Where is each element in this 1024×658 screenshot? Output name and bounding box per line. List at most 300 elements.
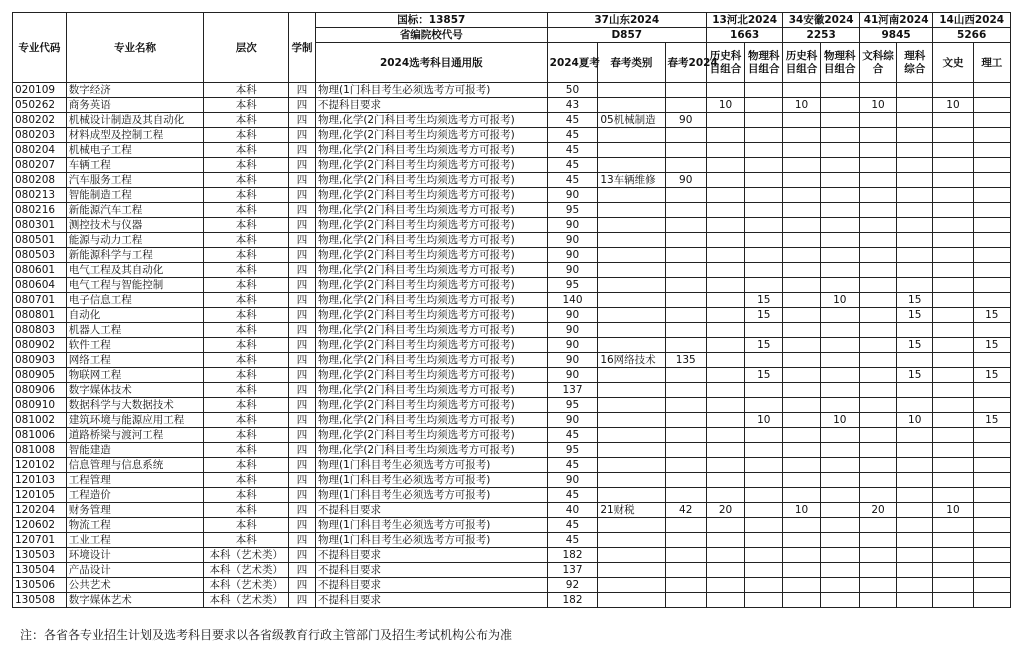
major-name-cell: 物流工程 (66, 518, 204, 533)
shandong-summer-cell: 45 (547, 518, 598, 533)
shandong-spring-cell (665, 233, 706, 248)
hebei-physics-cell (745, 173, 783, 188)
years-cell: 四 (289, 503, 316, 518)
major-code-cell: 050262 (13, 98, 67, 113)
shandong-summer-cell: 45 (547, 533, 598, 548)
shanxi-liberal-cell (933, 353, 973, 368)
henan-science-cell (897, 113, 933, 128)
shandong-spring-type-cell (598, 563, 665, 578)
major-code-cell: 080905 (13, 368, 67, 383)
subject-requirement-cell: 物理,化学(2门科目考生均须选考方可报考) (315, 368, 547, 383)
hebei-header: 13河北2024 (706, 13, 783, 28)
shandong-summer-cell: 90 (547, 338, 598, 353)
major-code-cell: 020109 (13, 83, 67, 98)
subject-requirement-cell: 物理,化学(2门科目考生均须选考方可报考) (315, 248, 547, 263)
shandong-spring-cell (665, 383, 706, 398)
henan-code: 9845 (859, 28, 932, 43)
shanxi-liberal-cell (933, 308, 973, 323)
anhui-history-cell (783, 578, 820, 593)
major-name-cell: 能源与动力工程 (66, 233, 204, 248)
hebei-history-cell (706, 323, 744, 338)
shanxi-science-cell (973, 278, 1010, 293)
major-name-cell: 工程造价 (66, 488, 204, 503)
hebei-history-cell (706, 353, 744, 368)
major-code-cell: 120204 (13, 503, 67, 518)
subject-requirement-cell: 物理,化学(2门科目考生均须选考方可报考) (315, 323, 547, 338)
henan-liberal-cell (859, 143, 896, 158)
major-name-cell: 测控技术与仪器 (66, 218, 204, 233)
subject-requirement-cell: 物理,化学(2门科目考生均须选考方可报考) (315, 173, 547, 188)
shandong-summer-cell: 90 (547, 413, 598, 428)
subject-requirement-cell: 物理(1门科目考生必须选考方可报考) (315, 533, 547, 548)
shandong-spring-type-cell: 05机械制造 (598, 113, 665, 128)
hebei-physics-cell (745, 323, 783, 338)
years-cell: 四 (289, 158, 316, 173)
major-code-cell: 081008 (13, 443, 67, 458)
henan-liberal-cell (859, 353, 896, 368)
henan-science-cell (897, 578, 933, 593)
hebei-history-cell (706, 293, 744, 308)
major-name-cell: 道路桥梁与渡河工程 (66, 428, 204, 443)
shandong-spring-cell (665, 83, 706, 98)
henan-science-cell (897, 263, 933, 278)
level-cell: 本科（艺术类） (204, 578, 289, 593)
shandong-spring-type-cell (598, 443, 665, 458)
shandong-summer-cell: 45 (547, 488, 598, 503)
henan-liberal-cell (859, 518, 896, 533)
major-code-cell: 130504 (13, 563, 67, 578)
subject-requirement-cell: 物理,化学(2门科目考生均须选考方可报考) (315, 293, 547, 308)
shandong-spring-type-cell (598, 278, 665, 293)
shandong-spring-type-cell (598, 458, 665, 473)
hebei-physics-cell (745, 113, 783, 128)
henan-liberal-cell (859, 593, 896, 608)
table-row (13, 248, 1011, 263)
henan-liberal-cell (859, 188, 896, 203)
shandong-spring-type-cell (598, 398, 665, 413)
level-cell: 本科（艺术类） (204, 548, 289, 563)
major-code-cell: 080207 (13, 158, 67, 173)
henan-liberal-cell (859, 428, 896, 443)
shandong-spring-type-cell (598, 83, 665, 98)
shandong-spring-type-cell (598, 518, 665, 533)
shandong-spring-cell (665, 488, 706, 503)
shanxi-science-cell (973, 503, 1010, 518)
shandong-code: D857 (547, 28, 706, 43)
major-code-cell: 120105 (13, 488, 67, 503)
shanxi-science-cell (973, 518, 1010, 533)
shandong-spring-cell (665, 473, 706, 488)
shandong-summer-cell: 45 (547, 173, 598, 188)
major-name-cell: 智能建造 (66, 443, 204, 458)
subject-requirement-cell: 物理,化学(2门科目考生均须选考方可报考) (315, 428, 547, 443)
shanxi-science-cell: 15 (973, 338, 1010, 353)
major-code-cell: 080906 (13, 383, 67, 398)
henan-science-cell (897, 203, 933, 218)
major-code-cell: 080902 (13, 338, 67, 353)
anhui-history-cell (783, 383, 820, 398)
henan-science-cell (897, 278, 933, 293)
table-row (13, 128, 1011, 143)
anhui-history-cell (783, 473, 820, 488)
subject-requirement-cell: 物理,化学(2门科目考生均须选考方可报考) (315, 443, 547, 458)
henan-liberal-cell (859, 323, 896, 338)
henan-science-cell (897, 563, 933, 578)
hebei-history-cell (706, 263, 744, 278)
subject-requirement-cell: 不提科目要求 (315, 98, 547, 113)
henan-science-cell (897, 188, 933, 203)
hebei-history-cell (706, 488, 744, 503)
anhui-history-cell (783, 413, 820, 428)
anhui-physics-cell (820, 473, 859, 488)
table-row (13, 263, 1011, 278)
henan-science-cell (897, 473, 933, 488)
shanxi-liberal-cell (933, 458, 973, 473)
years-cell: 四 (289, 428, 316, 443)
years-cell: 四 (289, 203, 316, 218)
shanxi-liberal-cell (933, 368, 973, 383)
shandong-summer-cell: 95 (547, 203, 598, 218)
anhui-history-cell (783, 293, 820, 308)
major-name-cell: 机械电子工程 (66, 143, 204, 158)
shandong-spring-type-cell (598, 593, 665, 608)
table-row (13, 443, 1011, 458)
years-cell: 四 (289, 368, 316, 383)
henan-liberal-cell (859, 533, 896, 548)
subject-requirement-cell: 物理(1门科目考生必须选考方可报考) (315, 83, 547, 98)
years-cell: 四 (289, 128, 316, 143)
anhui-physics-cell (820, 503, 859, 518)
shanxi-liberal-cell (933, 593, 973, 608)
major-name-cell: 财务管理 (66, 503, 204, 518)
shandong-spring-type-cell (598, 488, 665, 503)
henan-header: 41河南2024 (859, 13, 932, 28)
shanxi-liberal-cell (933, 83, 973, 98)
hebei-history-cell (706, 83, 744, 98)
hebei-history-cell (706, 248, 744, 263)
hebei-physics-cell (745, 98, 783, 113)
shanxi-liberal-cell: 10 (933, 98, 973, 113)
level-cell: 本科 (204, 218, 289, 233)
shanxi-liberal-cell (933, 533, 973, 548)
henan-science-cell (897, 353, 933, 368)
shanxi-liberal-cell (933, 278, 973, 293)
henan-liberal-cell (859, 233, 896, 248)
major-code-cell: 081002 (13, 413, 67, 428)
henan-science-cell (897, 383, 933, 398)
major-name-cell: 工程管理 (66, 473, 204, 488)
hebei-physics-cell: 15 (745, 308, 783, 323)
table-row (13, 158, 1011, 173)
anhui-history-cell (783, 548, 820, 563)
henan-liberal-cell (859, 128, 896, 143)
years-cell: 四 (289, 263, 316, 278)
subject-requirement-cell: 物理,化学(2门科目考生均须选考方可报考) (315, 308, 547, 323)
shanxi-liberal-cell (933, 443, 973, 458)
anhui-physics-cell (820, 143, 859, 158)
hebei-history-cell (706, 383, 744, 398)
shanxi-liberal-cell (933, 488, 973, 503)
footnote: 注：各省各专业招生计划及选考科目要求以各省级教育行政主管部门及招生考试机构公布为准 (20, 628, 513, 642)
hebei-physics-cell (745, 488, 783, 503)
level-cell: 本科 (204, 338, 289, 353)
henan-liberal-cell (859, 263, 896, 278)
col-years-header: 学制 (289, 13, 316, 83)
table-row (13, 308, 1011, 323)
shandong-spring-type-cell (598, 143, 665, 158)
subject-requirement-cell: 物理,化学(2门科目考生均须选考方可报考) (315, 383, 547, 398)
admission-plan-table (12, 12, 1011, 608)
shandong-summer-cell: 90 (547, 473, 598, 488)
subject-requirement-cell: 物理,化学(2门科目考生均须选考方可报考) (315, 188, 547, 203)
shandong-spring-type-cell (598, 263, 665, 278)
shandong-spring-cell (665, 278, 706, 293)
level-cell: 本科 (204, 308, 289, 323)
hebei-physics-cell (745, 143, 783, 158)
major-name-cell: 数字媒体艺术 (66, 593, 204, 608)
shanxi-science-header: 理工 (973, 43, 1010, 83)
shandong-spring-type-cell (598, 533, 665, 548)
shanxi-science-cell (973, 428, 1010, 443)
major-name-cell: 汽车服务工程 (66, 173, 204, 188)
hebei-history-cell (706, 113, 744, 128)
major-code-cell: 080202 (13, 113, 67, 128)
table-row (13, 113, 1011, 128)
shandong-summer-cell: 90 (547, 368, 598, 383)
shanxi-science-cell (973, 548, 1010, 563)
anhui-history-header: 历史科目组合 (783, 43, 820, 83)
shanxi-science-cell (973, 203, 1010, 218)
hebei-physics-cell (745, 458, 783, 473)
shandong-spring-type-cell (598, 128, 665, 143)
hebei-physics-cell: 15 (745, 293, 783, 308)
years-cell: 四 (289, 83, 316, 98)
anhui-physics-cell: 10 (820, 293, 859, 308)
henan-liberal-cell (859, 368, 896, 383)
shanxi-science-cell (973, 218, 1010, 233)
years-cell: 四 (289, 398, 316, 413)
major-code-cell: 130508 (13, 593, 67, 608)
years-cell: 四 (289, 488, 316, 503)
major-code-cell: 080216 (13, 203, 67, 218)
level-cell: 本科 (204, 143, 289, 158)
table-row (13, 293, 1011, 308)
level-cell: 本科 (204, 503, 289, 518)
shanxi-liberal-cell (933, 188, 973, 203)
shandong-spring-type-cell (598, 578, 665, 593)
subject-requirement-cell: 物理(1门科目考生必须选考方可报考) (315, 458, 547, 473)
henan-science-cell (897, 548, 933, 563)
table-row (13, 368, 1011, 383)
level-cell: 本科 (204, 323, 289, 338)
shandong-summer-cell: 90 (547, 263, 598, 278)
hebei-physics-cell (745, 548, 783, 563)
shandong-summer-cell: 45 (547, 158, 598, 173)
shanxi-science-cell (973, 443, 1010, 458)
level-cell: 本科 (204, 383, 289, 398)
hebei-physics-cell (745, 518, 783, 533)
shandong-spring-type-cell (598, 338, 665, 353)
table-row (13, 413, 1011, 428)
shandong-spring-type-cell (598, 218, 665, 233)
level-cell: 本科 (204, 158, 289, 173)
subject-requirement-cell: 物理,化学(2门科目考生均须选考方可报考) (315, 128, 547, 143)
shandong-spring-cell (665, 308, 706, 323)
level-cell: 本科 (204, 98, 289, 113)
shandong-spring-cell (665, 143, 706, 158)
shanxi-liberal-cell (933, 473, 973, 488)
years-cell: 四 (289, 173, 316, 188)
henan-liberal-cell (859, 578, 896, 593)
level-cell: 本科 (204, 428, 289, 443)
anhui-history-cell (783, 263, 820, 278)
subject-requirement-cell: 物理,化学(2门科目考生均须选考方可报考) (315, 113, 547, 128)
major-code-cell: 080903 (13, 353, 67, 368)
shandong-spring-cell (665, 533, 706, 548)
subject-requirement-cell: 物理(1门科目考生必须选考方可报考) (315, 473, 547, 488)
subject-requirement-cell: 物理,化学(2门科目考生均须选考方可报考) (315, 233, 547, 248)
anhui-physics-cell (820, 113, 859, 128)
shandong-spring-cell (665, 188, 706, 203)
hebei-physics-cell (745, 218, 783, 233)
shanxi-liberal-cell: 10 (933, 503, 973, 518)
anhui-physics-cell (820, 563, 859, 578)
shanxi-liberal-cell (933, 518, 973, 533)
shandong-spring-header: 春考2024 (665, 43, 706, 83)
shandong-spring-type-cell (598, 548, 665, 563)
shanxi-liberal-cell (933, 203, 973, 218)
hebei-history-cell (706, 368, 744, 383)
anhui-history-cell: 10 (783, 98, 820, 113)
hebei-physics-cell (745, 383, 783, 398)
level-cell: 本科 (204, 113, 289, 128)
anhui-history-cell (783, 83, 820, 98)
shandong-spring-type-cell (598, 368, 665, 383)
hebei-history-cell (706, 203, 744, 218)
hebei-physics-cell (745, 263, 783, 278)
major-name-cell: 智能制造工程 (66, 188, 204, 203)
major-name-cell: 数字经济 (66, 83, 204, 98)
shanxi-science-cell (973, 158, 1010, 173)
shanxi-liberal-cell (933, 218, 973, 233)
hebei-physics-cell (745, 188, 783, 203)
table-row (13, 98, 1011, 113)
hebei-physics-cell (745, 443, 783, 458)
henan-liberal-cell (859, 158, 896, 173)
table-row (13, 398, 1011, 413)
anhui-physics-cell (820, 398, 859, 413)
years-cell: 四 (289, 353, 316, 368)
shandong-spring-cell (665, 158, 706, 173)
major-code-cell: 081006 (13, 428, 67, 443)
anhui-physics-cell (820, 248, 859, 263)
henan-science-cell: 10 (897, 413, 933, 428)
shandong-summer-cell: 137 (547, 563, 598, 578)
anhui-history-cell (783, 323, 820, 338)
subject-requirement-cell: 物理,化学(2门科目考生均须选考方可报考) (315, 398, 547, 413)
anhui-physics-cell (820, 128, 859, 143)
shandong-summer-cell: 182 (547, 548, 598, 563)
level-cell: 本科 (204, 188, 289, 203)
anhui-physics-cell (820, 308, 859, 323)
hebei-physics-cell: 15 (745, 368, 783, 383)
major-name-cell: 数字媒体技术 (66, 383, 204, 398)
anhui-physics-cell (820, 593, 859, 608)
years-cell: 四 (289, 413, 316, 428)
henan-science-cell: 15 (897, 368, 933, 383)
shandong-spring-cell (665, 98, 706, 113)
shanxi-science-cell (973, 473, 1010, 488)
shandong-spring-type-cell (598, 188, 665, 203)
hebei-history-cell: 10 (706, 98, 744, 113)
subject-requirement-cell: 物理(1门科目考生必须选考方可报考) (315, 488, 547, 503)
table-row (13, 143, 1011, 158)
shanxi-science-cell (973, 323, 1010, 338)
years-cell: 四 (289, 338, 316, 353)
shandong-spring-cell (665, 413, 706, 428)
subject-requirement-cell: 物理,化学(2门科目考生均须选考方可报考) (315, 278, 547, 293)
table-row (13, 233, 1011, 248)
anhui-physics-cell (820, 173, 859, 188)
major-name-cell: 自动化 (66, 308, 204, 323)
hebei-physics-cell (745, 398, 783, 413)
level-cell: 本科 (204, 83, 289, 98)
level-cell: 本科 (204, 398, 289, 413)
shandong-spring-type-cell (598, 473, 665, 488)
hebei-physics-cell (745, 428, 783, 443)
anhui-history-cell (783, 443, 820, 458)
shandong-spring-cell (665, 368, 706, 383)
anhui-history-cell (783, 188, 820, 203)
shandong-spring-cell (665, 128, 706, 143)
level-cell: 本科 (204, 248, 289, 263)
table-row (13, 353, 1011, 368)
years-cell: 四 (289, 218, 316, 233)
school-code-label: 省编院校代号 (315, 28, 547, 43)
major-name-cell: 公共艺术 (66, 578, 204, 593)
shandong-summer-cell: 182 (547, 593, 598, 608)
henan-science-cell (897, 428, 933, 443)
major-name-cell: 商务英语 (66, 98, 204, 113)
shanxi-science-cell (973, 593, 1010, 608)
shandong-summer-cell: 45 (547, 143, 598, 158)
anhui-physics-cell (820, 578, 859, 593)
anhui-physics-cell (820, 428, 859, 443)
shanxi-liberal-cell (933, 248, 973, 263)
table-row (13, 458, 1011, 473)
major-name-cell: 产品设计 (66, 563, 204, 578)
years-cell: 四 (289, 473, 316, 488)
major-name-cell: 物联网工程 (66, 368, 204, 383)
anhui-history-cell (783, 308, 820, 323)
shanxi-liberal-cell (933, 398, 973, 413)
shandong-summer-header: 2024夏考 (547, 43, 598, 83)
anhui-history-cell (783, 158, 820, 173)
subject-requirement-cell: 物理,化学(2门科目考生均须选考方可报考) (315, 413, 547, 428)
level-cell: 本科 (204, 533, 289, 548)
table-body (13, 83, 1011, 608)
hebei-history-cell (706, 218, 744, 233)
level-cell: 本科 (204, 413, 289, 428)
shandong-spring-cell: 90 (665, 113, 706, 128)
years-cell: 四 (289, 578, 316, 593)
henan-science-cell (897, 158, 933, 173)
shanxi-science-cell (973, 263, 1010, 278)
table-row (13, 518, 1011, 533)
shandong-summer-cell: 45 (547, 128, 598, 143)
shanxi-science-cell: 15 (973, 308, 1010, 323)
level-cell: 本科 (204, 443, 289, 458)
